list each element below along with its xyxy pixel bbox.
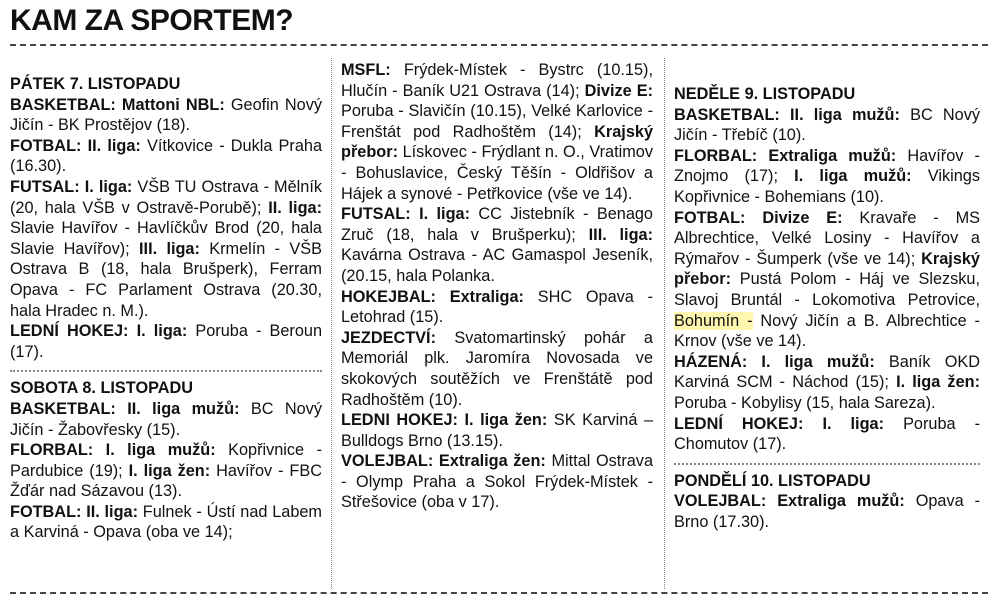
league-label: Krajský přebor: — [674, 249, 980, 289]
listing-text: Geofin Nový Jičín - BK Prostějov (18). — [10, 95, 323, 135]
listing-ledni-hokej — [10, 321, 322, 362]
listing-volejbal — [341, 451, 653, 513]
league-label: I. liga mužů: — [761, 352, 875, 371]
listing-text: Kopřivnice - Pardubice (19); — [10, 441, 322, 480]
sport-label: JEZDECTVÍ: — [341, 328, 436, 347]
listing-text: Pustá Polom - Háj ve Slezsku, Slavoj Bruntál - Lokomotiva Petrovice, — [674, 270, 980, 309]
league-label: I. liga mužů: — [794, 167, 912, 186]
league-label: Divize E: — [762, 208, 843, 227]
listing-volejbal — [674, 491, 980, 532]
listing-msfl — [341, 60, 653, 204]
league-label: Extraliga žen: — [438, 452, 546, 471]
listing-text: Mittal Ostrava - Olymp Praha a Sokol Frýdek-Místek - Střešovice (oba v 17). — [341, 452, 653, 512]
league-label: I. liga mužů: — [105, 441, 216, 460]
league-label: I. liga: — [822, 414, 885, 433]
listing-text: Svatomartinský pohár a Memoriál plk. Jaromíra Novosada ve skokových soutěžích ve Frenštátě pod Radhoštěm (10). — [341, 328, 653, 409]
listing-text: Baník OKD Karviná SCM - Náchod (15); — [674, 352, 980, 392]
league-label: III. liga: — [139, 239, 200, 258]
listing-text: Havířov - Znojmo (17); — [674, 146, 980, 186]
listing-florbal — [674, 146, 980, 208]
listing-fotbal — [10, 502, 322, 543]
listing-text: Nový Jičín a B. Albrechtice - Krnov (vše ve 14). — [674, 311, 980, 351]
listing-text: Frýdek-Místek - Bystrc (10.15), Hlučín - Baník U21 Ostrava (14); — [341, 61, 653, 100]
listing-ledni-hokej — [341, 410, 653, 451]
listing-text: SK Karviná – Bulldogs Brno (13.15). — [341, 411, 653, 450]
sport-label: LEDNÍ HOKEJ: — [10, 322, 129, 341]
headline-rule — [10, 44, 988, 46]
day-heading-sunday: NEDĚLE 9. LISTOPADU — [674, 85, 856, 103]
listing-text: Lískovec - Frýdlant n. O., Vratimov - Bohuslavice, Český Těšín - Oldřišov a Hájek a synové - Petřkovice (vše ve 14). — [341, 143, 653, 203]
listing-text: VŠB TU Ostrava - Mělník (20, hala VŠB v Ostravě-Porubě); — [10, 177, 323, 217]
sport-label: FUTSAL: — [341, 205, 411, 224]
listing-text: Havířov - FBC Žďár nad Sázavou (13). — [10, 461, 322, 501]
sport-label: FUTSAL: — [10, 177, 80, 196]
listing-futsal — [10, 177, 322, 321]
listing-florbal — [10, 440, 322, 502]
listing-text: Poruba - Chomutov (17). — [674, 414, 981, 454]
day-heading-saturday: SOBOTA 8. LISTOPADU — [10, 370, 322, 399]
sport-label: HOKEJBAL: — [341, 287, 436, 306]
highlighted-text: Bohumín - — [674, 311, 753, 330]
listing-text: Vikings Kopřivnice - Bohemians (10). — [674, 167, 980, 206]
listing-text: Poruba - Kobylisy (15, hala Sareza). — [674, 393, 936, 412]
page-headline: KAM ZA SPORTEM? — [10, 4, 294, 37]
league-label: I. liga žen: — [896, 373, 980, 392]
listing-text: BC Nový Jičín - Třebíč (10). — [674, 105, 980, 145]
sport-label: BASKETBAL: — [10, 399, 116, 418]
league-label: II. liga mužů: — [127, 399, 240, 418]
sport-label: BASKETBAL: — [10, 95, 116, 114]
listing-text: Poruba - Slavičín (10.15), Velké Karlovice - Frenštát pod Radhoštěm (14); — [341, 102, 653, 141]
sport-label: FOTBAL: — [10, 136, 82, 155]
listing-text: BC Nový Jičín - Žabovřesky (15). — [10, 399, 322, 439]
sport-label: BASKETBAL: — [674, 105, 780, 124]
listing-hokejbal — [341, 287, 653, 328]
day-heading-monday: PONDĚLÍ 10. LISTOPADU — [674, 463, 980, 492]
listing-text: Vítkovice - Dukla Praha (16.30). — [10, 136, 323, 176]
sport-label: LEDNI HOKEJ: — [341, 411, 458, 430]
sport-label: VOLEJBAL: — [674, 492, 767, 511]
listing-text: Slavie Havířov - Havlíčkův Brod (20, hala Slavie Havířov); — [10, 219, 322, 258]
footer-rule — [10, 592, 988, 594]
listing-text: Opava - Brno (17.30). — [674, 492, 980, 531]
listing-text: Krmelín - VŠB Ostrava B (18, hala Brušperk), Ferram Opava - FC Parlament Ostrava (20.30, hala Hradec n. M.). — [10, 239, 322, 320]
league-label: II. liga: — [268, 198, 322, 217]
sport-label: HÁZENÁ: — [674, 352, 748, 371]
listing-text: SHC Opava - Letohrad (15). — [341, 287, 653, 327]
listing-text: CC Jistebník - Benago Zruč (18, hala v Brušperku); — [341, 205, 653, 244]
league-label: II. liga: — [87, 136, 141, 155]
listing-futsal — [341, 204, 653, 286]
sport-label: VOLEJBAL: — [341, 452, 434, 471]
column-divider — [664, 58, 665, 589]
listing-basketbal — [674, 105, 980, 146]
sport-label: FLORBAL: — [10, 441, 94, 460]
listing-text: Fulnek - Ústí nad Labem a Karviná - Opava (oba ve 14); — [10, 502, 322, 542]
sport-label: LEDNÍ HOKEJ: — [674, 414, 804, 433]
league-label: MSFL: — [341, 61, 391, 79]
listing-text: Poruba - Beroun (17). — [10, 322, 323, 361]
league-label: Divize E: — [584, 81, 653, 100]
listing-fotbal — [674, 208, 980, 352]
listing-text: Kavárna Ostrava - AC Gamaspol Jeseník, (20.15, hala Polanka. — [341, 246, 653, 285]
league-label: I. liga žen: — [464, 411, 548, 430]
sport-label: FLORBAL: — [674, 146, 758, 165]
sport-label: FOTBAL: — [674, 208, 746, 227]
listing-fotbal — [10, 136, 322, 177]
listing-basketbal — [10, 399, 322, 440]
sport-label: FOTBAL: — [10, 502, 82, 521]
league-label: I. liga: — [84, 177, 133, 196]
league-label: Mattoni NBL: — [121, 95, 225, 114]
league-label: Extraliga: — [449, 287, 524, 306]
listing-ledni-hokej — [674, 414, 980, 455]
column-divider — [331, 58, 332, 589]
league-label: I. liga: — [419, 205, 470, 224]
column-1 — [10, 74, 322, 543]
listing-hazena — [674, 352, 980, 414]
column-2 — [341, 60, 653, 513]
league-label: III. liga: — [588, 225, 653, 244]
listing-jezdectvi — [341, 328, 653, 410]
column-3 — [674, 84, 980, 532]
league-label: I. liga žen: — [128, 461, 211, 480]
listing-basketbal — [10, 95, 322, 136]
listing-text: Kravaře - MS Albrechtice, Velké Losiny - Havířov a Rýmařov - Šumperk (vše ve 14); — [674, 208, 980, 268]
league-label: II. liga mužů: — [790, 105, 900, 124]
day-heading-friday: PÁTEK 7. LISTOPADU — [10, 75, 181, 93]
league-label: Krajský přebor: — [341, 122, 653, 162]
league-label: II. liga: — [86, 502, 139, 521]
league-label: Extraliga mužů: — [768, 146, 897, 165]
league-label: I. liga: — [136, 322, 188, 341]
league-label: Extraliga mužů: — [777, 492, 905, 511]
